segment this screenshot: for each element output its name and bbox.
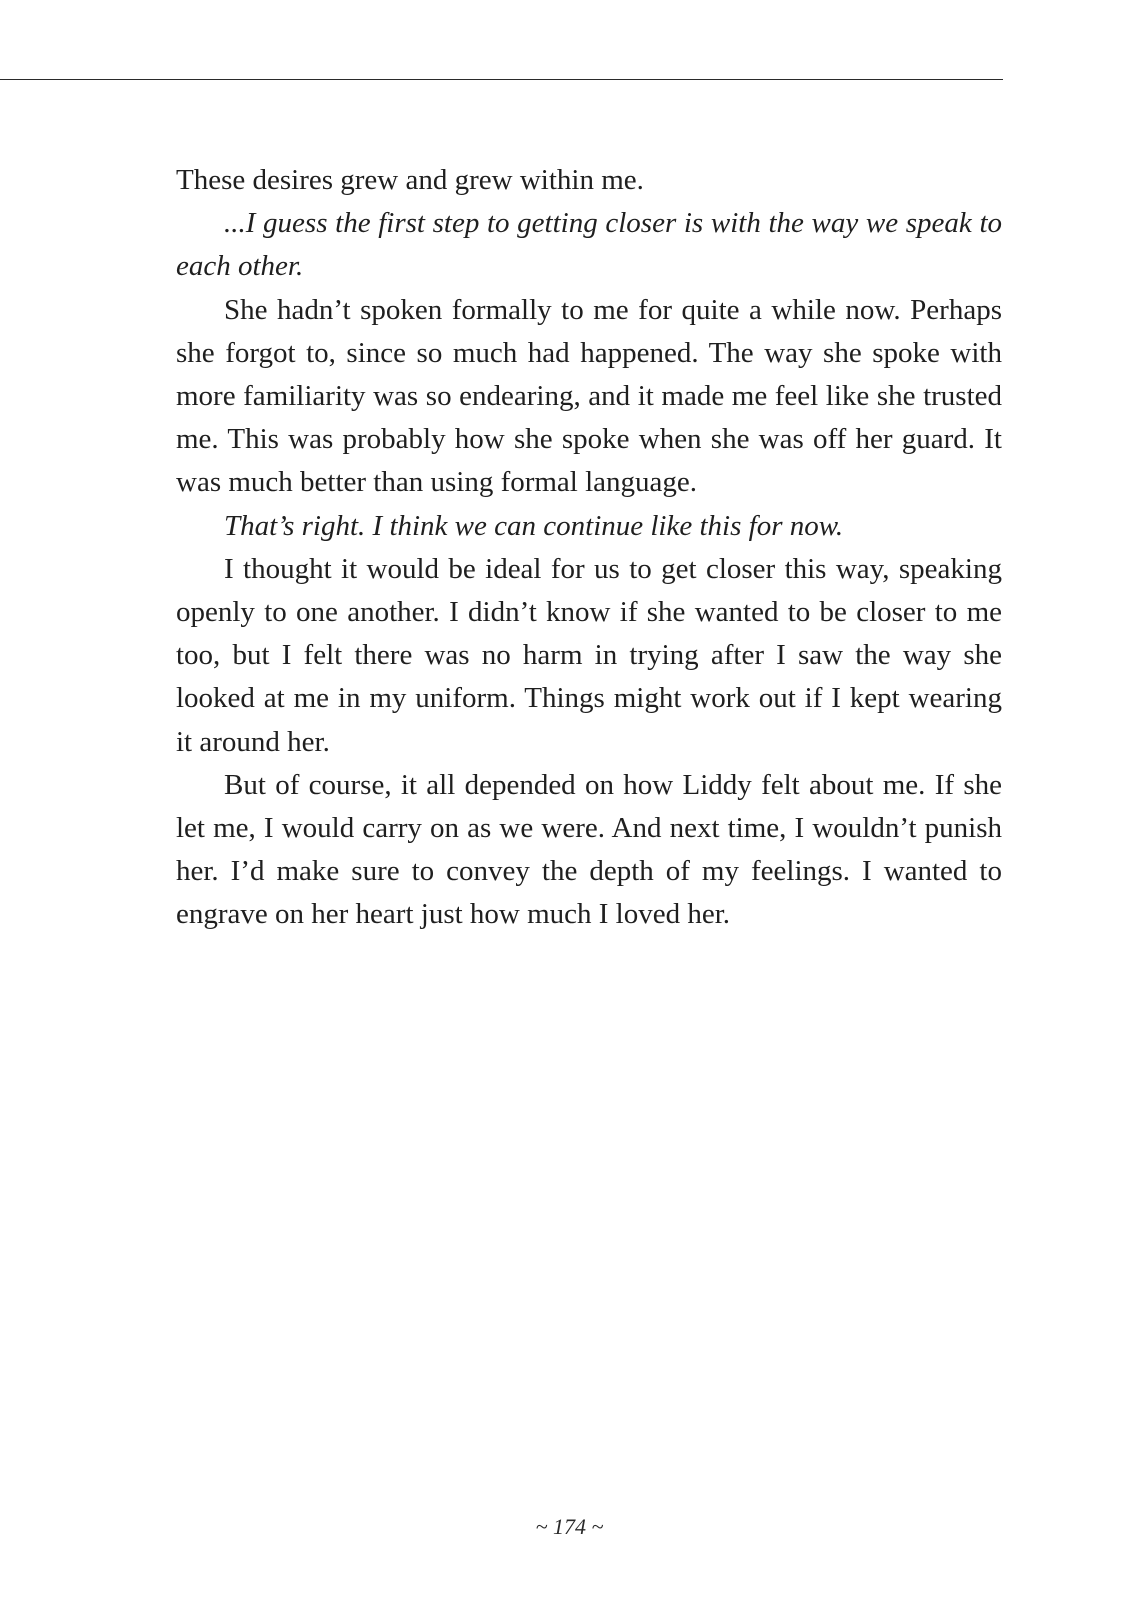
header-rule <box>0 79 1003 80</box>
page-number: ~ 174 ~ <box>535 1514 604 1539</box>
paragraph-5: I thought it would be ideal for us to get closer this way, speaking openly to one another. I didn’t know if she wanted to be closer to me too, but I felt there was no harm in trying after I saw the way she looked at me in my uniform. Things might work out if I kept wearing it around her. <box>176 552 1002 758</box>
paragraph-6: But of course, it all depended on how Liddy felt about me. If she let me, I would carry on as we were. And next time, I wouldn’t punish her. I’d make sure to convey the depth of my feelings. I wanted to engrave on her heart just how much I loved her. <box>176 768 1002 931</box>
body-text <box>176 159 1002 937</box>
paragraph-4-thought: That’s right. I think we can continue like this for now. <box>224 509 844 542</box>
paragraph-2-thought: ...I guess the first step to getting closer is with the way we speak to each other. <box>176 207 1002 283</box>
paragraph-3: She hadn’t spoken formally to me for quite a while now. Perhaps she forgot to, since so much had happened. The way she spoke with more familiarity was so endearing, and it made me feel like she trusted me. This was probably how she spoke when she was off her guard. It was much better than using formal language. <box>176 293 1002 499</box>
paragraph-1: These desires grew and grew within me. <box>176 164 644 196</box>
